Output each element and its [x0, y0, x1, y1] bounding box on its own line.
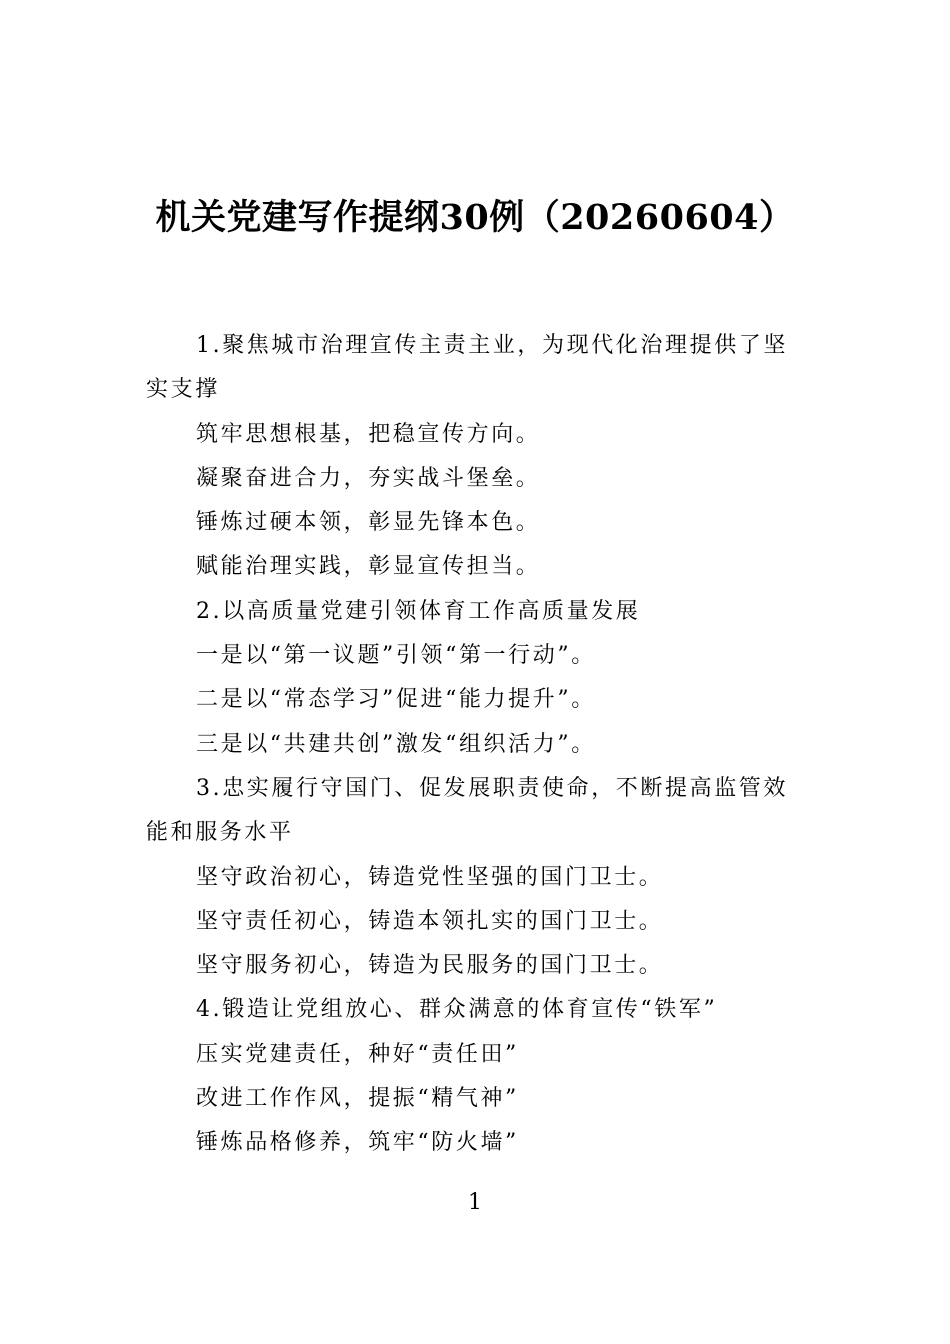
list-item: 坚守责任初心，铸造本领扎实的国门卫士。: [196, 908, 664, 934]
list-item: 锤炼过硬本领，彰显先锋本色。: [196, 510, 541, 536]
list-item: 一是以“第一议题”引领“第一行动”。: [196, 643, 596, 669]
list-item: 压实党建责任，种好“责任田”: [196, 1041, 519, 1067]
heading-3: 3.忠实履行守国门、促发展职责使命，不断提高监管效能和服务水平: [146, 775, 788, 846]
document-title: 机关党建写作提纲30例（20260604）: [155, 197, 795, 238]
page-number: 1: [468, 1190, 482, 1215]
list-item: 二是以“常态学习”促进“能力提升”。: [196, 687, 596, 713]
list-item: 改进工作作风，提振“精气神”: [196, 1086, 519, 1112]
heading-1: 1.聚焦城市治理宣传主责主业，为现代化治理提供了坚实支撑: [146, 333, 788, 403]
heading-4: 4.锻造让党组放心、群众满意的体育宣传“铁军”: [196, 997, 718, 1023]
list-item: 筑牢思想根基，把稳宣传方向。: [196, 421, 541, 447]
heading-2: 2.以高质量党建引领体育工作高质量发展: [196, 598, 641, 624]
list-item: 锤炼品格修养，筑牢“防火墙”: [196, 1130, 519, 1156]
list-item: 凝聚奋进合力，夯实战斗堡垒。: [196, 465, 541, 491]
list-item: 三是以“共建共创”激发“组织活力”。: [196, 731, 596, 757]
list-item: 坚守服务初心，铸造为民服务的国门卫士。: [196, 953, 664, 979]
list-item: 赋能治理实践，彰显宣传担当。: [196, 554, 541, 580]
list-item: 坚守政治初心，铸造党性坚强的国门卫士。: [196, 864, 664, 890]
document-body: [146, 324, 806, 1166]
